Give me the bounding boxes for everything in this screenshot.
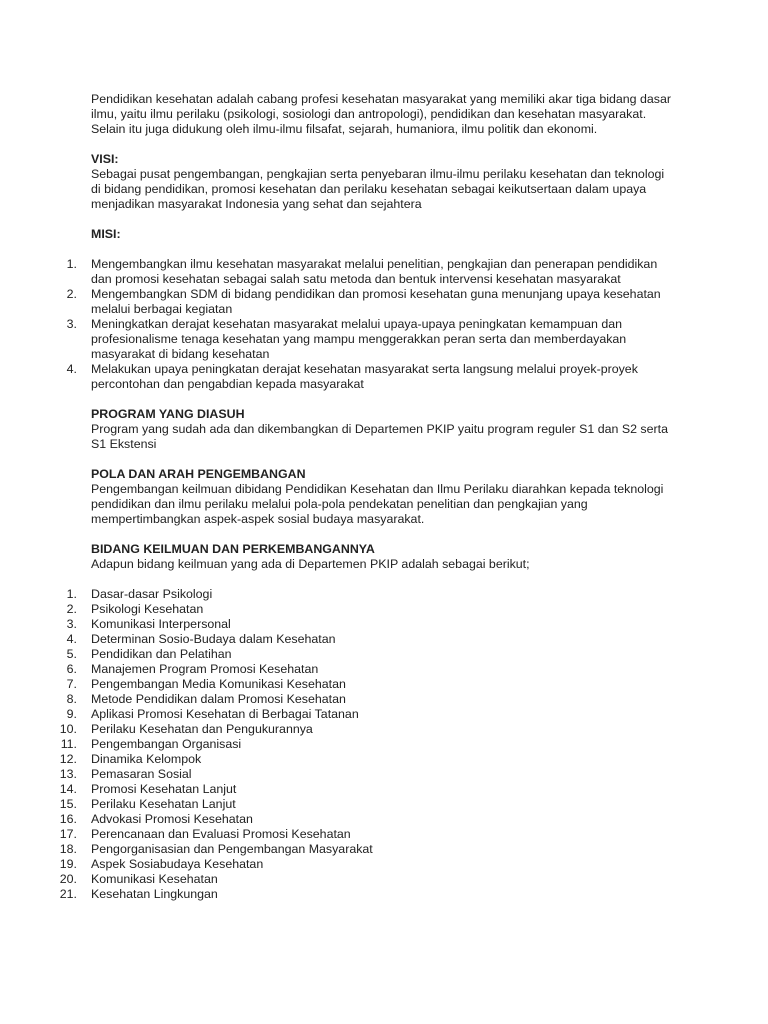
bidang-item-text: Advokasi Promosi Kesehatan — [91, 812, 253, 826]
bidang-item-number: 1. — [66, 587, 77, 601]
bidang-item-number: 18. — [59, 842, 77, 856]
bidang-item — [0, 662, 591, 677]
intro-paragraph: Pendidikan kesehatan adalah cabang profesi kesehatan masyarakat yang memiliki akar tiga bidang dasar ilmu, yaitu ilmu perilaku (psikologi, sosiologi dan antropologi), pendidikan dan kesehatan masyarakat. Selain itu juga didukung oleh ilmu-ilmu filsafat, sejarah, humaniora, ilmu politik dan ekonomi. — [91, 92, 671, 136]
bidang-item-number: 21. — [59, 887, 77, 901]
misi-list — [0, 257, 768, 392]
misi-item-number: 1. — [66, 257, 77, 271]
bidang-item-number: 13. — [59, 767, 77, 781]
bidang-item-text: Manajemen Program Promosi Kesehatan — [91, 662, 319, 676]
bidang-list — [0, 587, 768, 902]
bidang-item-text: Psikologi Kesehatan — [91, 602, 204, 616]
bidang-item — [0, 782, 591, 797]
pola-heading: POLA DAN ARAH PENGEMBANGAN — [91, 467, 306, 481]
program-paragraph: Program yang sudah ada dan dikembangkan di Departemen PKIP yaitu program reguler S1 dan S2 serta S1 Ekstensi — [91, 422, 668, 451]
bidang-item-text: Dinamika Kelompok — [91, 752, 202, 766]
bidang-item-number: 8. — [66, 692, 77, 706]
pola-paragraph: Pengembangan keilmuan dibidang Pendidikan Kesehatan dan Ilmu Perilaku diarahkan kepada teknologi pendidikan dan ilmu perilaku melalui pola-pola pendekatan penelitian dan pengkajian yang mempertimbangkan aspek-aspek sosial budaya masyarakat. — [91, 482, 664, 526]
bidang-item-text: Pemasaran Sosial — [91, 767, 192, 781]
misi-heading: MISI: — [91, 227, 121, 241]
bidang-item-text: Metode Pendidikan dalam Promosi Kesehatan — [91, 692, 346, 706]
bidang-item — [0, 827, 591, 842]
bidang-item-number: 15. — [59, 797, 77, 811]
misi-item-text: Meningkatkan derajat kesehatan masyarakat melalui upaya-upaya peningkatan kemampuan dan profesionalisme tenaga kesehatan yang mampu menggerakkan peran serta dan memberdayakan masyarakat di bidang kesehatan — [91, 317, 627, 361]
misi-item-number: 2. — [66, 287, 77, 301]
bidang-item — [0, 842, 591, 857]
bidang-item — [0, 737, 591, 752]
bidang-item-number: 5. — [66, 647, 77, 661]
bidang-item-text: Dasar-dasar Psikologi — [91, 587, 213, 601]
bidang-paragraph: Adapun bidang keilmuan yang ada di Departemen PKIP adalah sebagai berikut; — [91, 557, 530, 571]
bidang-item-text: Pengembangan Organisasi — [91, 737, 242, 751]
bidang-item-number: 10. — [59, 722, 77, 736]
bidang-item — [0, 857, 591, 872]
misi-item-number: 3. — [66, 317, 77, 331]
bidang-item-number: 11. — [60, 737, 77, 751]
misi-item-text: Mengembangkan ilmu kesehatan masyarakat melalui penelitian, pengkajian dan penerapan pendidikan dan promosi kesehatan sebagai salah satu metoda dan bentuk intervensi kesehatan masyarakat — [91, 257, 658, 286]
bidang-item-text: Aspek Sosiabudaya Kesehatan — [91, 857, 264, 871]
misi-section — [0, 227, 671, 242]
bidang-item-number: 19. — [59, 857, 77, 871]
bidang-item — [0, 752, 591, 767]
bidang-item — [0, 647, 591, 662]
bidang-item-number: 9. — [66, 707, 77, 721]
bidang-item-text: Perencanaan dan Evaluasi Promosi Kesehatan — [91, 827, 351, 841]
bidang-item-text: Komunikasi Interpersonal — [91, 617, 231, 631]
intro-section — [0, 92, 671, 137]
misi-item — [0, 287, 671, 317]
visi-section — [0, 152, 671, 212]
misi-item — [0, 362, 671, 392]
bidang-item — [0, 767, 591, 782]
bidang-item-number: 16. — [59, 812, 77, 826]
misi-item — [0, 257, 671, 287]
bidang-item — [0, 602, 591, 617]
bidang-item-number: 17. — [59, 827, 77, 841]
program-section — [0, 407, 671, 452]
bidang-item — [0, 692, 591, 707]
misi-item — [0, 317, 671, 362]
pola-section — [0, 467, 671, 527]
bidang-item-number: 6. — [66, 662, 77, 676]
bidang-item — [0, 797, 591, 812]
bidang-item — [0, 677, 591, 692]
bidang-item-text: Aplikasi Promosi Kesehatan di Berbagai Tatanan — [91, 707, 359, 721]
bidang-item-number: 7. — [66, 677, 77, 691]
bidang-item-text: Pendidikan dan Pelatihan — [91, 647, 232, 661]
document-body — [0, 92, 768, 902]
visi-heading: VISI: — [91, 152, 119, 166]
bidang-item — [0, 707, 591, 722]
bidang-item-text: Kesehatan Lingkungan — [91, 887, 218, 901]
bidang-item-text: Determinan Sosio-Budaya dalam Kesehatan — [91, 632, 336, 646]
bidang-heading: BIDANG KEILMUAN DAN PERKEMBANGANNYA — [91, 542, 375, 556]
bidang-section — [0, 542, 671, 572]
bidang-item — [0, 872, 591, 887]
bidang-item — [0, 812, 591, 827]
bidang-item — [0, 632, 591, 647]
bidang-item-number: 3. — [66, 617, 77, 631]
bidang-item-text: Komunikasi Kesehatan — [91, 872, 218, 886]
bidang-item-number: 2. — [66, 602, 77, 616]
bidang-item-text: Pengorganisasian dan Pengembangan Masyarakat — [91, 842, 373, 856]
bidang-item-number: 20. — [59, 872, 77, 886]
misi-item-number: 4. — [66, 362, 77, 376]
misi-item-text: Mengembangkan SDM di bidang pendidikan dan promosi kesehatan guna menunjang upaya kesehatan melalui berbagai kegiatan — [91, 287, 661, 316]
bidang-item — [0, 887, 591, 902]
bidang-item-text: Perilaku Kesehatan dan Pengukurannya — [91, 722, 313, 736]
bidang-item-text: Pengembangan Media Komunikasi Kesehatan — [91, 677, 346, 691]
bidang-item — [0, 617, 591, 632]
misi-item-text: Melakukan upaya peningkatan derajat kesehatan masyarakat serta langsung melalui proyek-proyek percontohan dan pengabdian kepada masyarakat — [91, 362, 638, 391]
bidang-item — [0, 587, 591, 602]
program-heading: PROGRAM YANG DIASUH — [91, 407, 245, 421]
bidang-item-text: Perilaku Kesehatan Lanjut — [91, 797, 236, 811]
visi-paragraph: Sebagai pusat pengembangan, pengkajian serta penyebaran ilmu-ilmu perilaku kesehatan dan teknologi di bidang pendidikan, promosi kesehatan dan perilaku kesehatan sebagai keikutsertaan dalam upaya menjadikan masyarakat Indonesia yang sehat dan sejahtera — [91, 167, 665, 211]
bidang-item-text: Promosi Kesehatan Lanjut — [91, 782, 237, 796]
bidang-item-number: 12. — [59, 752, 77, 766]
bidang-item — [0, 722, 591, 737]
bidang-item-number: 4. — [66, 632, 77, 646]
bidang-item-number: 14. — [59, 782, 77, 796]
